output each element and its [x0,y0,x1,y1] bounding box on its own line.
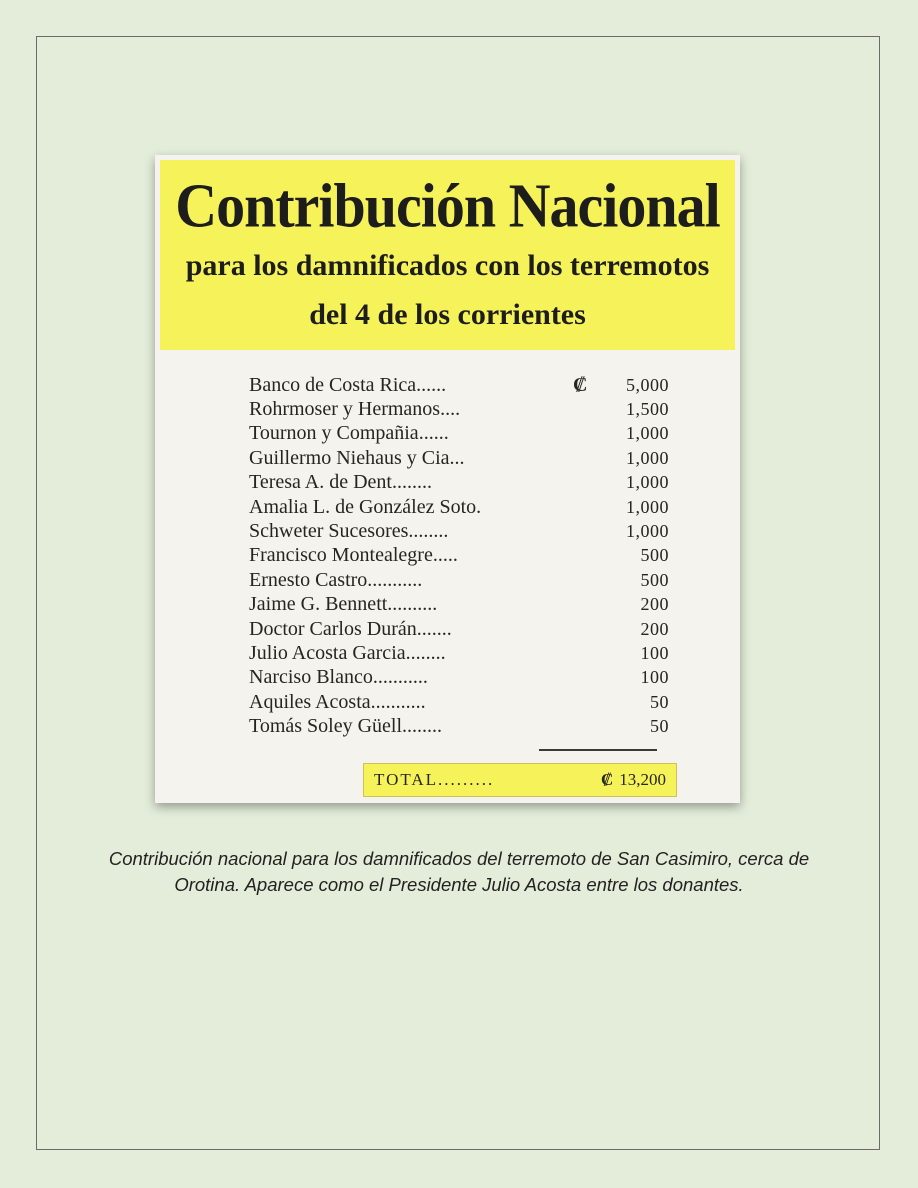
contribution-amount: 1,500 [626,399,669,420]
list-item [249,714,669,738]
contributor-name: Tomás Soley Güell........ [249,715,443,738]
contribution-amount: 1,000 [626,472,669,493]
contributor-name: Doctor Carlos Durán....... [249,617,452,640]
contributor-name: Francisco Montealegre..... [249,544,458,567]
contribution-amount: 50 [650,691,669,712]
list-item [249,471,669,495]
list-item [249,519,669,543]
total-divider [539,749,657,751]
contribution-amount: 1,000 [626,423,669,444]
contributor-name: Narciso Blanco........... [249,666,428,689]
contribution-amount: 50 [650,716,669,737]
list-item [249,690,669,714]
list-item [249,641,669,665]
total-label: TOTAL......... [374,770,495,789]
contribution-amount: 5,000 [626,374,669,395]
currency-symbol: ₡ [573,373,588,396]
contribution-amount: 200 [640,618,669,639]
list-item [249,397,669,421]
currency-symbol: ₡ [600,770,614,789]
contribution-amount: 100 [640,642,669,663]
figure-caption: Contribución nacional para los damnificados del terremoto de San Casimiro, cerca de Orotina. Aparece como el Presidente Julio Acosta entre los donantes. [108,848,810,895]
list-item [249,666,669,690]
contributor-name: Ernesto Castro........... [249,568,423,591]
list-item [249,495,669,519]
contribution-amount: 1,000 [626,496,669,517]
total-amount: 13,200 [619,770,666,789]
list-item [249,373,669,397]
contribution-amount: 100 [640,667,669,688]
contribution-amount: 200 [640,594,669,615]
contributor-name: Rohrmoser y Hermanos.... [249,398,461,421]
list-item [249,544,669,568]
contribution-amount: 1,000 [626,521,669,542]
headline-subtitle-1: para los damnificados con los terremotos [185,249,710,282]
list-item [249,446,669,470]
contributor-name: Amalia L. de González Soto. [249,495,482,518]
contributor-name: Julio Acosta Garcia........ [249,641,446,664]
list-item [249,568,669,592]
contribution-amount: 1,000 [626,447,669,468]
list-item [249,593,669,617]
contributor-name: Jaime G. Bennett.......... [249,593,438,616]
headline-title: Contribución Nacional [175,170,720,241]
contributor-name: Tournon y Compañia...... [249,422,449,445]
list-item [249,617,669,641]
total-box [363,763,677,797]
headline-box [160,160,735,350]
contributor-name: Banco de Costa Rica...... [249,373,447,396]
contributor-name: Teresa A. de Dent........ [249,471,432,494]
contributor-name: Aquiles Acosta........... [249,690,426,713]
newspaper-clipping [155,155,740,803]
contribution-amount: 500 [640,545,669,566]
headline-subtitle-2: del 4 de los corrientes [309,298,586,331]
list-item [249,422,669,446]
contributor-list [249,373,669,739]
contribution-amount: 500 [640,569,669,590]
contributor-name: Schweter Sucesores........ [249,520,449,543]
contributor-name: Guillermo Niehaus y Cia... [249,446,465,469]
